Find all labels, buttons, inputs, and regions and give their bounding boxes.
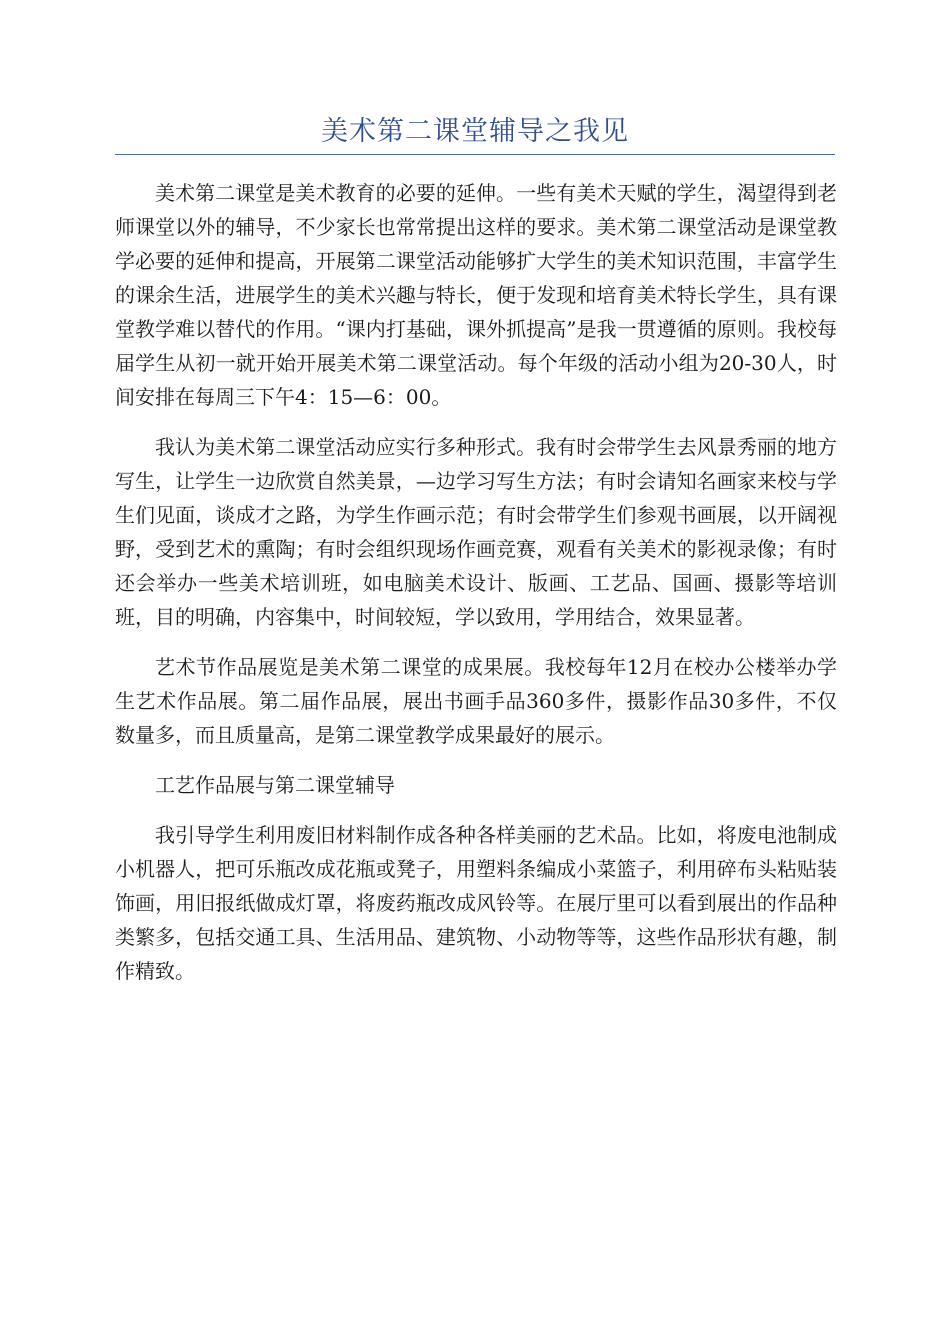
document-title: 美术第二课堂辅导之我见 bbox=[321, 116, 629, 147]
paragraph-art-festival: 艺术节作品展览是美术第二课堂的成果展。我校每年12月在校办公楼举办学生艺术作品展。第二届作品展，展出书画手品360多件，摄影作品30多件，不仅数量多，而且质量高，是第二课堂教学成果最好的展示。 bbox=[115, 655, 837, 747]
section-heading-crafts: 工艺作品展与第二课堂辅导 bbox=[155, 773, 395, 797]
paragraph-activity-forms: 我认为美术第二课堂活动应实行多种形式。我有时会带学生去风景秀丽的地方写生，让学生一边欣赏自然美景，—边学习写生方法；有时会请知名画家来校与学生们见面，谈成才之路，为学生作画示范；有时会带学生们参观书画展，以开阔视野，受到艺术的熏陶；有时会组织现场作画竞赛，观看有关美术的影视录像；有时还会举办一些美术培训班，如电脑美术设计、版画、工艺品、国画、摄影等培训班，目的明确，内容集中，时间较短，学以致用，学用结合，效果显著。 bbox=[115, 435, 837, 629]
document-body bbox=[115, 176, 837, 1004]
paragraph-recycled-crafts: 我引导学生利用废旧材料制作成各种各样美丽的艺术品。比如，将废电池制成小机器人，把可乐瓶改成花瓶或凳子，用塑料条编成小菜篮子，利用碎布头粘贴装饰画，用旧报纸做成灯罩，将废药瓶改成风铃等。在展厅里可以看到展出的作品种类繁多，包括交通工具、生活用品、建筑物、小动物等等，这些作品形状有趣，制作精致。 bbox=[115, 823, 837, 983]
paragraph-intro: 美术第二课堂是美术教育的必要的延伸。一些有美术天赋的学生，渴望得到老师课堂以外的辅导，不少家长也常常提出这样的要求。美术第二课堂活动是课堂教学必要的延伸和提高，开展第二课堂活动能够扩大学生的美术知识范围，丰富学生的课余生活，进展学生的美术兴趣与特长，便于发现和培育美术特长学生，具有课堂教学难以替代的作用。“课内打基础，课外抓提高”是我一贯遵循的原则。我校每届学生从初一就开始开展美术第二课堂活动。每个年级的活动小组为20-30人，时间安排在每周三下午4：15—6：00。 bbox=[115, 181, 837, 409]
title-underline bbox=[115, 154, 835, 155]
